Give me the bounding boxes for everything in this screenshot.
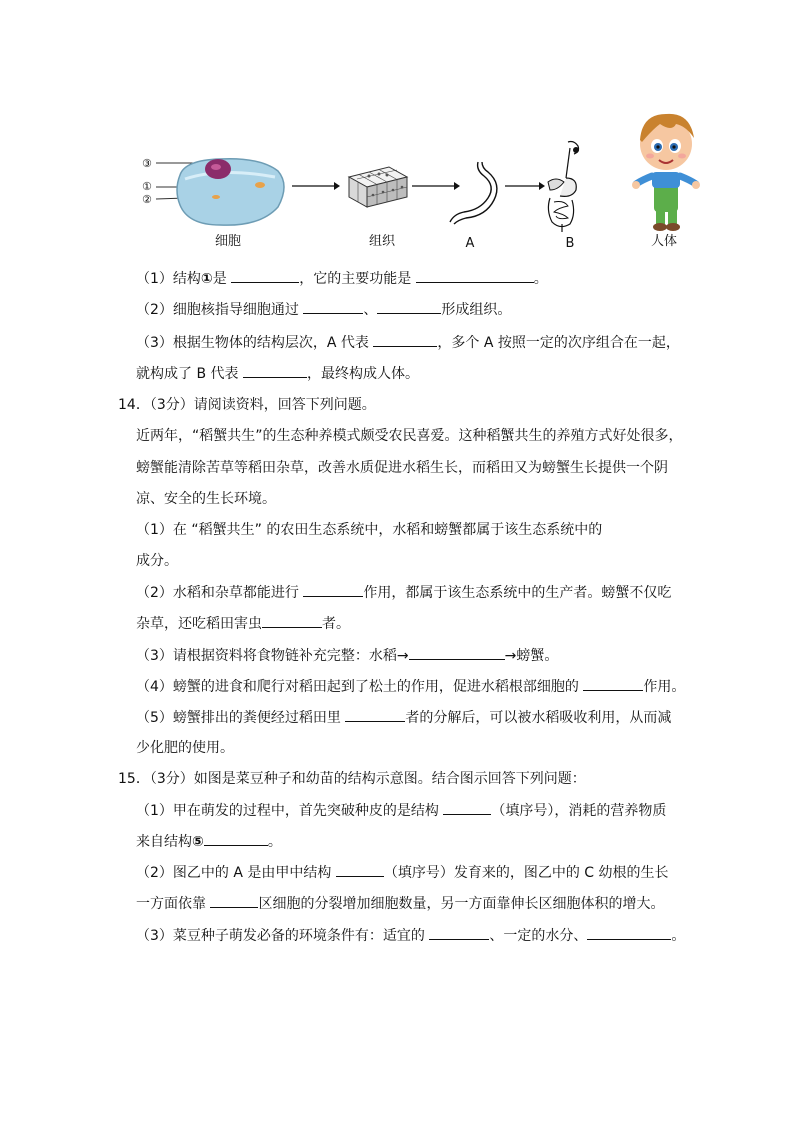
- label-a: A: [465, 236, 475, 251]
- answer-blank[interactable]: [262, 613, 322, 628]
- answer-blank[interactable]: [373, 332, 437, 347]
- answer-blank[interactable]: [377, 299, 441, 314]
- answer-blank[interactable]: [336, 862, 384, 877]
- label-tissue: 组织: [368, 234, 395, 249]
- label-b: B: [565, 236, 575, 251]
- marker-1: ①: [142, 180, 152, 193]
- answer-blank[interactable]: [204, 831, 268, 846]
- answer-blank[interactable]: [416, 268, 534, 283]
- answer-blank[interactable]: [303, 299, 363, 314]
- q15-part1-line1: （1）甲在萌发的过程中，首先突破种皮的是结构 （填序号），消耗的营养物质: [136, 800, 666, 821]
- answer-blank[interactable]: [409, 645, 505, 660]
- q14-part5-line1: （5）螃蟹排出的粪便经过稻田里 者的分解后，可以被水稻吸收利用，从而减: [136, 707, 671, 728]
- q15-title: 15．（3分）如图是菜豆种子和幼苗的结构示意图。结合图示回答下列问题：: [118, 771, 586, 787]
- answer-blank[interactable]: [583, 676, 643, 691]
- arrow-cell-to-tissue: [292, 180, 340, 192]
- q14-material-line3: 凉、安全的生长环境。: [136, 491, 276, 507]
- q14-title: 14．（3分）请阅读资料，回答下列问题。: [118, 397, 376, 413]
- answer-blank[interactable]: [345, 707, 405, 722]
- marker-3: ③: [142, 157, 152, 170]
- answer-blank[interactable]: [210, 893, 258, 908]
- q13-part3-line2: 就构成了 B 代表 ，最终构成人体。: [136, 363, 419, 384]
- q15-part1-line2: 来自结构⑤ 。: [136, 831, 282, 852]
- marker-2: ②: [142, 193, 152, 206]
- answer-blank[interactable]: [429, 925, 489, 940]
- cell-image: [150, 145, 290, 235]
- q14-part3: （3）请根据资料将食物链补充完整：水稻→ →螃蟹。: [136, 645, 558, 666]
- answer-blank[interactable]: [443, 800, 491, 815]
- tissue-image: [343, 163, 411, 213]
- digestive-system-image: [538, 138, 588, 234]
- q13-part3-line1: （3）根据生物体的结构层次，A 代表 ，多个 A 按照一定的次序组合在一起，: [136, 332, 680, 353]
- answer-blank[interactable]: [243, 363, 307, 378]
- q13-part1: （1）结构①是 ，它的主要功能是 。: [136, 268, 548, 289]
- q14-part5-line2: 少化肥的使用。: [136, 740, 234, 756]
- q14-part2-line1: （2）水稻和杂草都能进行 作用，都属于该生态系统中的生产者。螃蟹不仅吃: [136, 582, 671, 603]
- stomach-image: [444, 160, 504, 226]
- label-human: 人体: [650, 234, 677, 249]
- q14-material-line2: 螃蟹能清除苦草等稻田杂草，改善水质促进水稻生长，而稻田又为螃蟹生长提供一个阴: [136, 460, 668, 476]
- q15-part3: （3）菜豆种子萌发必备的环境条件有：适宜的 、一定的水分、 。: [136, 925, 685, 946]
- q14-part1-line2: 成分。: [136, 553, 178, 569]
- q14-part4: （4）螃蟹的进食和爬行对稻田起到了松土的作用，促进水稻根部细胞的 作用。: [136, 676, 685, 697]
- q14-material-line1: 近两年，“稻蟹共生”的生态种养模式颇受农民喜爱。这种稻蟹共生的养殖方式好处很多，: [136, 428, 683, 444]
- q13-part2: （2）细胞核指导细胞通过 、 形成组织。: [136, 299, 511, 320]
- answer-blank[interactable]: [303, 582, 363, 597]
- answer-blank[interactable]: [587, 925, 671, 940]
- q15-part2-line1: （2）图乙中的 A 是由甲中结构 （填序号）发育来的，图乙中的 C 幼根的生长: [136, 862, 669, 883]
- label-cell: 细胞: [214, 234, 241, 249]
- answer-blank[interactable]: [231, 268, 299, 283]
- q14-part2-line2: 杂草，还吃稻田害虫 者。: [136, 613, 350, 634]
- human-boy-image: [632, 108, 700, 236]
- q15-part2-line2: 一方面依靠 区细胞的分裂增加细胞数量，另一方面靠伸长区细胞体积的增大。: [136, 893, 664, 914]
- q14-part1-line1: （1）在 “稻蟹共生” 的农田生态系统中，水稻和螃蟹都属于该生态系统中的: [136, 522, 603, 538]
